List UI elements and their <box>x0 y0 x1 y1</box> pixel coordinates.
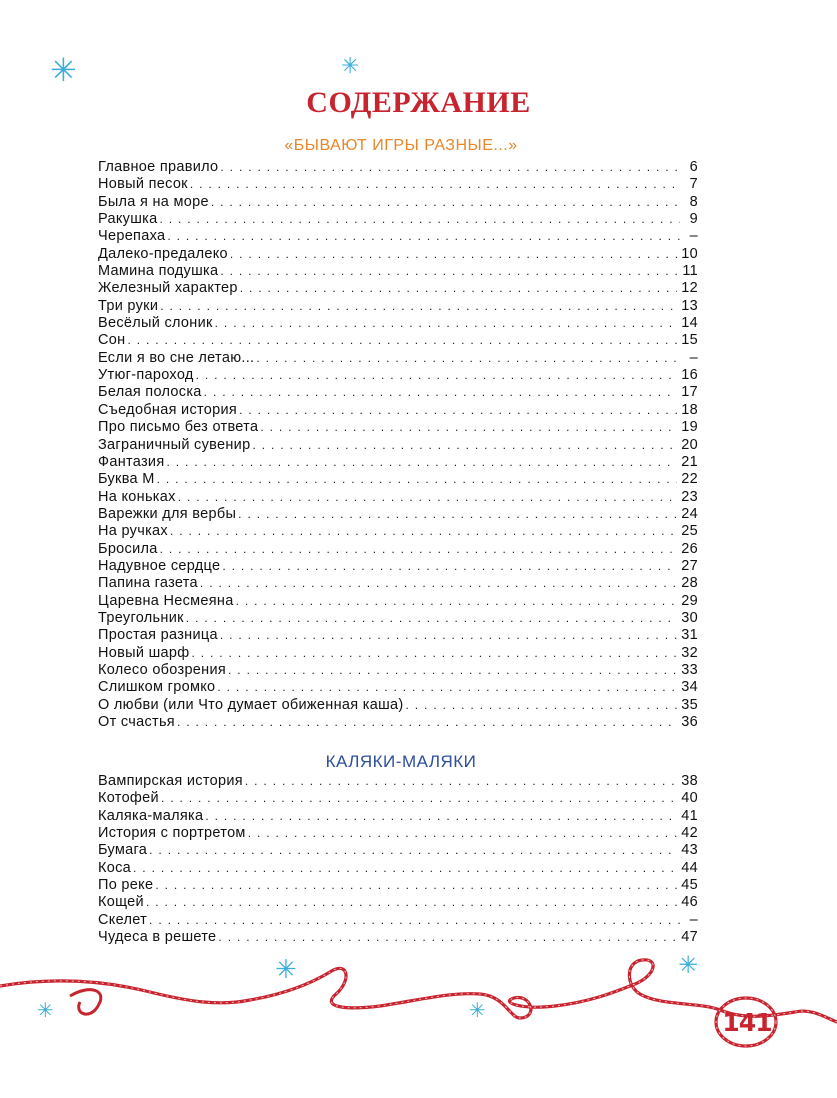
dot-leader <box>239 403 677 417</box>
toc-entry <box>98 575 698 592</box>
toc-entry <box>98 194 698 211</box>
toc-entry <box>98 877 698 894</box>
dot-leader <box>160 299 677 313</box>
snowflake-icon: ✳ <box>678 951 699 979</box>
toc-entry <box>98 541 698 558</box>
dot-leader <box>161 791 677 805</box>
toc-entry-title: Мамина подушка <box>98 263 219 280</box>
toc-entry-page: 10 <box>681 245 698 262</box>
dot-leader <box>149 913 680 927</box>
dot-leader <box>133 861 677 875</box>
toc-entry-page: 47 <box>681 929 698 946</box>
toc-entry-title: Царевна Несмеяна <box>98 592 234 609</box>
toc-entry-page: 24 <box>681 505 698 522</box>
toc-entry <box>98 159 698 176</box>
toc-entry-page: 22 <box>681 471 698 488</box>
dot-leader <box>260 420 677 434</box>
toc-entry-title: Треугольник <box>98 609 184 626</box>
toc-list-2 <box>98 773 698 946</box>
toc-entry <box>98 367 698 384</box>
toc-entry-page: 33 <box>681 661 698 678</box>
toc-entry <box>98 506 698 523</box>
snowflake-icon: ✳ <box>37 998 54 1022</box>
toc-entry-page: 27 <box>681 557 698 574</box>
toc-entry-page: 43 <box>681 842 698 859</box>
dot-leader <box>196 368 678 382</box>
toc-entry-page: 6 <box>689 159 698 175</box>
dot-leader <box>215 316 678 330</box>
toc-entry-page: 44 <box>681 859 698 876</box>
toc-entry <box>98 298 698 315</box>
toc-entry-title: Сон <box>98 332 126 349</box>
toc-entry <box>98 489 698 506</box>
toc-entry-title: Котофей <box>98 790 159 807</box>
toc-entry <box>98 315 698 332</box>
toc-entry-page: 9 <box>689 211 698 228</box>
toc-entry <box>98 790 698 807</box>
dot-leader <box>159 212 680 226</box>
toc-entry-title: Скелет <box>98 911 148 928</box>
toc-entry <box>98 645 698 662</box>
toc-entry-page: 42 <box>681 825 698 842</box>
dot-leader <box>228 663 677 677</box>
dot-leader <box>240 281 678 295</box>
toc-entry <box>98 593 698 610</box>
toc-entry-title: Далеко-предалеко <box>98 245 228 262</box>
toc-entry-page: – <box>689 228 698 245</box>
dot-leader <box>167 229 680 243</box>
toc-entry-page: 14 <box>681 315 698 332</box>
toc-entry-page: 32 <box>681 644 698 661</box>
toc-entry-page: 31 <box>681 627 698 644</box>
toc-entry-title: Ракушка <box>98 211 158 228</box>
toc-entry-title: Каляка-маляка <box>98 807 204 824</box>
dot-leader <box>211 195 680 209</box>
page-number: 141 <box>722 1008 772 1037</box>
toc-entry-page: 20 <box>681 436 698 453</box>
toc-entry-page: 13 <box>681 297 698 314</box>
toc-entry-title: Если я во сне летаю... <box>98 349 255 366</box>
toc-entry-page: 30 <box>681 609 698 626</box>
toc-entry <box>98 860 698 877</box>
toc-entry-page: 46 <box>681 894 698 911</box>
toc-entry-page: 45 <box>681 877 698 894</box>
toc-entry-page: 7 <box>689 176 698 193</box>
toc-entry-title: Была я на море <box>98 193 209 210</box>
toc-entry <box>98 714 698 731</box>
toc-entry-page: 23 <box>681 488 698 505</box>
dot-leader <box>252 438 677 452</box>
toc-entry-title: Бросила <box>98 540 158 557</box>
toc-entry-title: Папина газета <box>98 575 198 592</box>
toc-entry <box>98 912 698 929</box>
toc-entry-page: 17 <box>681 384 698 401</box>
toc-entry-title: Кощей <box>98 894 144 911</box>
toc-entry-page: 15 <box>681 332 698 349</box>
toc-entry <box>98 228 698 245</box>
toc-entry <box>98 627 698 644</box>
toc-entry-title: Слишком громко <box>98 679 216 696</box>
toc-entry <box>98 471 698 488</box>
dot-leader <box>157 472 678 486</box>
dot-leader <box>177 715 677 729</box>
toc-entry-title: Черепаха <box>98 228 166 245</box>
toc-entry-title: Весёлый слоник <box>98 315 213 332</box>
dot-leader <box>217 680 677 694</box>
toc-entry <box>98 211 698 228</box>
dot-leader <box>220 628 677 642</box>
dot-leader <box>204 385 678 399</box>
toc-entry <box>98 697 698 714</box>
section-heading-1: «БЫВАЮТ ИГРЫ РАЗНЫЕ...» <box>284 137 518 154</box>
toc-entry-title: Съедобная история <box>98 401 238 418</box>
toc-entry-title: На коньках <box>98 488 176 505</box>
dot-leader <box>205 809 677 823</box>
dot-leader <box>220 264 678 278</box>
dot-leader <box>191 646 677 660</box>
toc-entry <box>98 350 698 367</box>
toc-entry <box>98 280 698 297</box>
toc-entry <box>98 384 698 401</box>
dot-leader <box>222 559 677 573</box>
dot-leader <box>170 524 677 538</box>
toc-entry-page: – <box>689 349 698 366</box>
dot-leader <box>406 698 678 712</box>
toc-entry-title: История с портретом <box>98 825 246 842</box>
dot-leader <box>190 177 680 191</box>
toc-entry-page: 26 <box>681 540 698 557</box>
toc-entry-page: 18 <box>681 401 698 418</box>
dot-leader <box>230 247 677 261</box>
dot-leader <box>155 878 677 892</box>
snowflake-icon: ✳ <box>469 998 486 1022</box>
toc-entry-title: Буква М <box>98 471 155 488</box>
toc-entry-page: 38 <box>681 773 698 789</box>
toc-entry <box>98 662 698 679</box>
toc-entry-page: 29 <box>681 592 698 609</box>
toc-entry-page: 34 <box>681 679 698 696</box>
toc-entry-title: От счастья <box>98 714 175 730</box>
dot-leader <box>178 490 678 504</box>
toc-entry-page: 11 <box>682 263 698 280</box>
toc-entry-page: 12 <box>681 280 698 297</box>
toc-entry <box>98 808 698 825</box>
toc-entry-title: Чудеса в решете <box>98 929 217 946</box>
dot-leader <box>186 611 678 625</box>
dot-leader <box>245 774 677 788</box>
toc-entry-title: Варежки для вербы <box>98 505 237 522</box>
toc-entry <box>98 332 698 349</box>
toc-entry <box>98 402 698 419</box>
dot-leader <box>238 507 677 521</box>
toc-entry-title: Утюг-пароход <box>98 367 194 384</box>
toc-entry <box>98 842 698 859</box>
toc-entry-title: Главное правило <box>98 159 219 175</box>
snowflake-icon: ✳ <box>341 54 360 79</box>
toc-entry-page: – <box>689 911 698 928</box>
toc-entry-page: 40 <box>681 790 698 807</box>
page-title: СОДЕРЖАНИЕ <box>306 86 531 119</box>
toc-entry-title: Фантазия <box>98 453 165 470</box>
toc-entry <box>98 437 698 454</box>
dot-leader <box>248 826 678 840</box>
toc-entry <box>98 454 698 471</box>
toc-entry <box>98 558 698 575</box>
dot-leader <box>236 594 678 608</box>
toc-entry <box>98 523 698 540</box>
dot-leader <box>160 542 678 556</box>
toc-entry <box>98 894 698 911</box>
toc-entry-page: 36 <box>681 714 698 730</box>
toc-entry-title: Колесо обозрения <box>98 661 227 678</box>
dot-leader <box>200 576 677 590</box>
toc-list-1 <box>98 159 698 731</box>
dot-leader <box>220 160 680 174</box>
toc-entry-title: Заграничный сувенир <box>98 436 251 453</box>
toc-entry-title: Надувное сердце <box>98 557 221 574</box>
toc-entry-title: Простая разница <box>98 627 218 644</box>
toc-entry <box>98 263 698 280</box>
toc-entry <box>98 679 698 696</box>
toc-entry-page: 8 <box>689 193 698 210</box>
toc-entry-page: 25 <box>681 523 698 540</box>
toc-entry <box>98 825 698 842</box>
toc-entry-title: Про письмо без ответа <box>98 419 259 436</box>
toc-entry-title: Три руки <box>98 297 159 314</box>
dot-leader <box>149 843 677 857</box>
toc-entry <box>98 610 698 627</box>
toc-entry-title: Новый шарф <box>98 644 190 661</box>
toc-entry-title: Коса <box>98 859 132 876</box>
snowflake-icon: ✳ <box>275 955 297 985</box>
toc-entry-page: 21 <box>681 453 698 470</box>
dot-leader <box>256 351 680 365</box>
toc-entry-title: Железный характер <box>98 280 238 297</box>
toc-entry <box>98 773 698 790</box>
toc-entry-title: Новый песок <box>98 176 188 193</box>
toc-entry-page: 35 <box>681 696 698 713</box>
toc-entry <box>98 246 698 263</box>
toc-entry-title: Вампирская история <box>98 773 243 789</box>
toc-entry-title: По реке <box>98 877 154 894</box>
snowflake-icon: ✳ <box>50 51 77 89</box>
toc-entry <box>98 176 698 193</box>
toc-entry-page: 19 <box>681 419 698 436</box>
dot-leader <box>166 455 677 469</box>
dot-leader <box>127 333 677 347</box>
dot-leader <box>146 895 677 909</box>
toc-entry-title: На ручках <box>98 523 168 540</box>
toc-entry <box>98 419 698 436</box>
decorative-string-icon <box>0 940 837 1060</box>
toc-entry-page: 16 <box>681 367 698 384</box>
toc-entry-title: Бумага <box>98 842 148 859</box>
toc-entry-title: О любви (или Что думает обиженная каша) <box>98 696 404 713</box>
toc-entry-page: 28 <box>681 575 698 592</box>
toc-entry-title: Белая полоска <box>98 384 202 401</box>
toc-entry-page: 41 <box>681 807 698 824</box>
section-heading-2: КАЛЯКИ-МАЛЯКИ <box>325 752 477 771</box>
